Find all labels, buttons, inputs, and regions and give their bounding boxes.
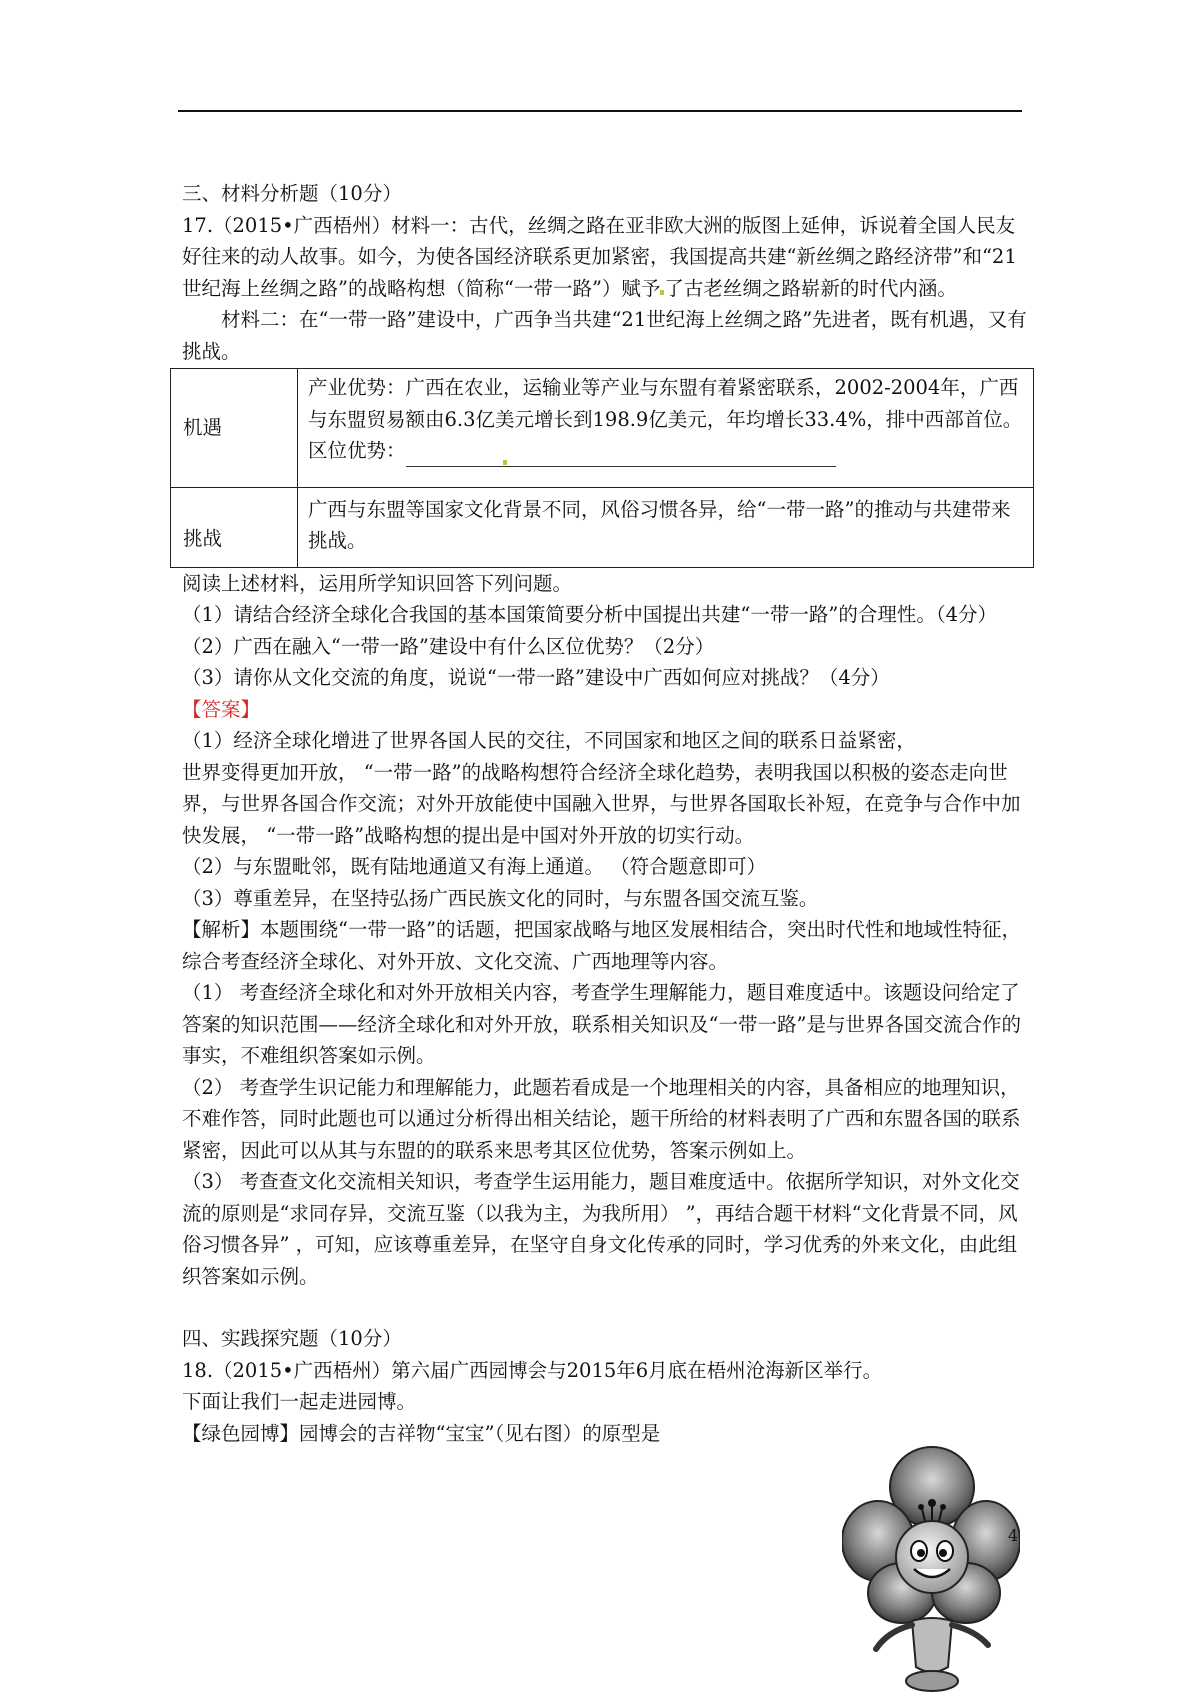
table-row-opportunity: [171, 369, 1034, 488]
analysis-3: （3） 考查查文化交流相关知识，考查学生运用能力，题目难度适中。依据所学知识，对外文化交流的原则是“求同存异，交流互鉴（以我为主，为我所用） ”，再结合题干材料“文化背景不同，风俗习惯各异” ，可知，应该尊重差异，在坚守自身文化传承的同时，学习优秀的外来文化，由此组织答案如示例。: [182, 1170, 1020, 1288]
industry-advantage-text: 产业优势：广西在农业，运输业等产业与东盟有着紧密联系，2002-2004年，广西与东盟贸易额由6.3亿美元增长到198.9亿美元，年均增长33.4%，排中西部首位。: [308, 376, 1023, 431]
answer-1-b: 世界变得更加开放， “一带一路”的战略构想符合经济全球化趋势，表明我国以积极的姿态走向世界，与世界各国合作交流；对外开放能使中国融入世界，与世界各国取长补短，在竞争与合作中加快发展， “一带一路”战略构想的提出是中国对外开放的切实行动。: [182, 760, 1021, 847]
table-cell-opportunity: [298, 369, 1034, 488]
question-1: （1）请结合经济全球化合我国的基本国策简要分析中国提出共建“一带一路”的合理性。（4分）: [182, 603, 998, 626]
answer-blank: [406, 444, 836, 467]
analysis-1: （1） 考查经济全球化和对外开放相关内容，考查学生理解能力，题目难度适中。该题设问给定了答案的知识范围——经济全球化和对外开放，联系相关知识及“一带一路”是与世界各国交流合作的事实，不难组织答案如示例。: [182, 981, 1021, 1067]
header-rule: [178, 110, 1022, 112]
material-table: [170, 368, 1034, 568]
q17-material1-text-b: 了古老丝绸之路崭新的时代内涵。: [664, 276, 957, 300]
q17-material1-text-a: 17.（2015•广西梧州）材料一：古代，丝绸之路在亚非欧大洲的版图上延伸，诉说着全国人民友好往来的动人故事。如今，为使各国经济联系更加紧密，我国提高共建“新丝绸之路经济带”和“21世纪海上丝绸之路”的战略构想（简称“一带一路”）赋予: [182, 213, 1017, 300]
question-18-b: 下面让我们一起走进园博。: [182, 1390, 417, 1413]
table-label-challenge: 挑战: [171, 487, 298, 567]
analysis-2: （2） 考查学生识记能力和理解能力，此题若看成是一个地理相关的内容，具备相应的地理知识，不难作答，同时此题也可以通过分析得出相关结论，题干所给的材料表明了广西和东盟各国的联系紧密，因此可以从其与东盟的的联系来思考其区位优势，答案示例如上。: [182, 1075, 1021, 1162]
document-body: [182, 178, 1028, 1449]
answer-3: （3）尊重差异，在坚持弘扬广西民族文化的同时，与东盟各国交流互鉴。: [182, 886, 819, 910]
location-advantage-label: 区位优势：: [308, 439, 406, 462]
mascot-mark: 4: [1008, 1526, 1019, 1545]
q17-material1: [182, 210, 1028, 305]
section3-heading: 三、材料分析题（10分）: [182, 182, 402, 205]
location-advantage-line: [308, 435, 1023, 467]
table-label-opportunity: 机遇: [171, 369, 298, 488]
table-row-challenge: [171, 487, 1034, 567]
question-18-a: 18.（2015•广西梧州）第六届广西园博会与2015年6月底在梧州沧海新区举行。: [182, 1358, 883, 1382]
question-2: （2）广西在融入“一带一路”建设中有什么区位优势？（2分）: [182, 634, 715, 658]
q17-material2: 材料二：在“一带一路”建设中，广西争当共建“21世纪海上丝绸之路”先进者，既有机遇，又有挑战。: [182, 308, 1027, 363]
answer-label: 【答案】: [182, 697, 261, 721]
highlight-mark: [503, 460, 507, 465]
question-3: （3）请你从文化交流的角度，说说“一带一路”建设中广西如何应对挑战？（4分）: [182, 666, 890, 689]
analysis-intro: 【解析】本题围绕“一带一路”的话题，把国家战略与地区发展相结合，突出时代性和地域性特征，综合考查经济全球化、对外开放、文化交流、广西地理等内容。: [182, 918, 1021, 973]
section4-heading: 四、实践探究题（10分）: [182, 1327, 402, 1350]
answer-1-a: （1）经济全球化增进了世界各国人民的交往，不同国家和地区之间的联系日益紧密，: [182, 729, 916, 752]
mascot-illustration: [842, 1445, 1020, 1695]
question-prompt: 阅读上述材料，运用所学知识回答下列问题。: [182, 571, 573, 595]
answer-2: （2）与东盟毗邻，既有陆地通道又有海上通道。 （符合题意即可）: [182, 855, 767, 878]
table-cell-challenge: 广西与东盟等国家文化背景不同，风俗习惯各异，给“一带一路”的推动与共建带来挑战。: [298, 487, 1034, 567]
question-18-c: 【绿色园博】园博会的吉祥物“宝宝”（见右图）的原型是: [182, 1421, 661, 1445]
